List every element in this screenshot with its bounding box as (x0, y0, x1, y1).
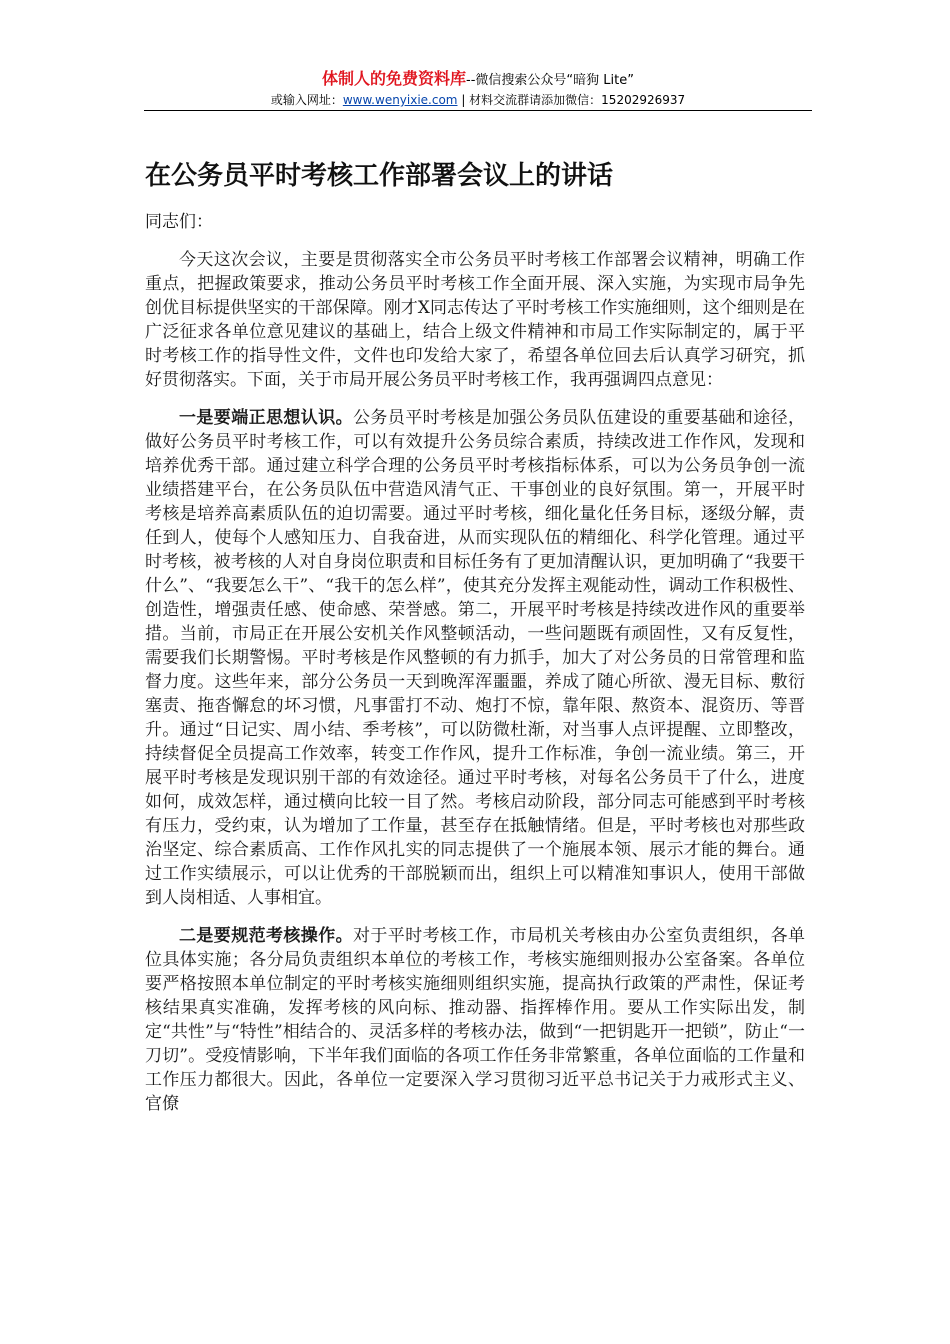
header-brand: 体制人的免费资料库 (322, 69, 467, 88)
header-banner (144, 70, 812, 90)
section-1-text: 公务员平时考核是加强公务员队伍建设的重要基础和途径，做好公务员平时考核工作，可以有效提升公务员综合素质，持续改进工作作风，发现和培养优秀干部。通过建立科学合理的公务员平时考核指标体系，可以为公务员争创一流业绩搭建平台，在公务员队伍中营造风清气正、干事创业的良好氛围。第一，开展平时考核是培养高素质队伍的迫切需要。通过平时考核，细化量化任务目标，逐级分解，责任到人，使每个人感知压力、自我奋进，从而实现队伍的精细化、科学化管理。通过平时考核，被考核的人对自身岗位职责和目标任务有了更加清醒认识，更加明确了“我要干什么”、“我要怎么干”、“我干的怎么样”，使其充分发挥主观能动性，调动工作积极性、创造性，增强责任感、使命感、荣誉感。第二，开展平时考核是持续改进作风的重要举措。当前，市局正在开展公安机关作风整顿活动，一些问题既有顽固性，又有反复性，需要我们长期警惕。平时考核是作风整顿的有力抓手，加大了对公务员的日常管理和监督力度。这些年来，部分公务员一天到晚浑浑噩噩，养成了随心所欲、漫无目标、敷衍塞责、拖沓懈怠的坏习惯，凡事雷打不动、炮打不惊，靠年限、熬资本、混资历、等晋升。通过“日记实、周小结、季考核”，可以防微杜渐，对当事人点评提醒、立即整改，持续督促全员提高工作效率，转变工作作风，提升工作标准，争创一流业绩。第三，开展平时考核是发现识别干部的有效途径。通过平时考核，对每名公务员干了什么，进度如何，成效怎样，通过横向比较一目了然。考核启动阶段，部分同志可能感到平时考核有压力，受约束，认为增加了工作量，甚至存在抵触情绪。但是，平时考核也对那些政治坚定、综合素质高、工作作风扎实的同志提供了一个施展本领、展示才能的舞台。通过工作实绩展示，可以让优秀的干部脱颖而出，组织上可以精准知事识人，使用干部做到人岗相适、人事相宜。 (145, 408, 805, 908)
section-2-heading: 二是要规范考核操作。 (179, 926, 353, 946)
header-contact-line (144, 92, 812, 109)
page-header (144, 70, 812, 109)
section-2-paragraph (145, 924, 805, 1116)
header-tagline: --微信搜索公众号“暗狗 Lite” (466, 73, 634, 88)
header-url-prefix: 或输入网址： (270, 93, 343, 107)
section-1-heading: 一是要端正思想认识。 (179, 408, 353, 428)
header-divider (144, 110, 812, 111)
section-1-paragraph (145, 406, 805, 910)
section-2-text: 对于平时考核工作，市局机关考核由办公室负责组织，各单位具体实施；各分局负责组织本单位的考核工作，考核实施细则报办公室备案。各单位要严格按照本单位制定的平时考核实施细则组织实施，提高执行政策的严肃性，保证考核结果真实准确，发挥考核的风向标、推动器、指挥棒作用。要从工作实际出发，制定“共性”与“特性”相结合的、灵活多样的考核办法，做到“一把钥匙开一把锁”，防止“一刀切”。受疫情影响，下半年我们面临的各项工作任务非常繁重，各单位面临的工作量和工作压力都很大。因此，各单位一定要深入学习贯彻习近平总书记关于力戒形式主义、官僚 (145, 926, 805, 1114)
intro-paragraph: 今天这次会议，主要是贯彻落实全市公务员平时考核工作部署会议精神，明确工作重点，把握政策要求，推动公务员平时考核工作全面开展、深入实施，为实现市局争先创优目标提供坚实的干部保障。刚才X同志传达了平时考核工作实施细则，这个细则是在广泛征求各单位意见建议的基础上，结合上级文件精神和市局工作实际制定的，属于平时考核工作的指导性文件，文件也印发给大家了，希望各单位回去后认真学习研究，抓好贯彻落实。下面，关于市局开展公务员平时考核工作，我再强调四点意见： (145, 250, 805, 390)
header-contact: | 材料交流群请添加微信：15202926937 (457, 93, 686, 107)
document-body (145, 210, 805, 1130)
website-link[interactable]: www.wenyixie.com (342, 93, 458, 107)
salutation: 同志们： (145, 212, 213, 232)
document-title: 在公务员平时考核工作部署会议上的讲话 (145, 161, 614, 191)
